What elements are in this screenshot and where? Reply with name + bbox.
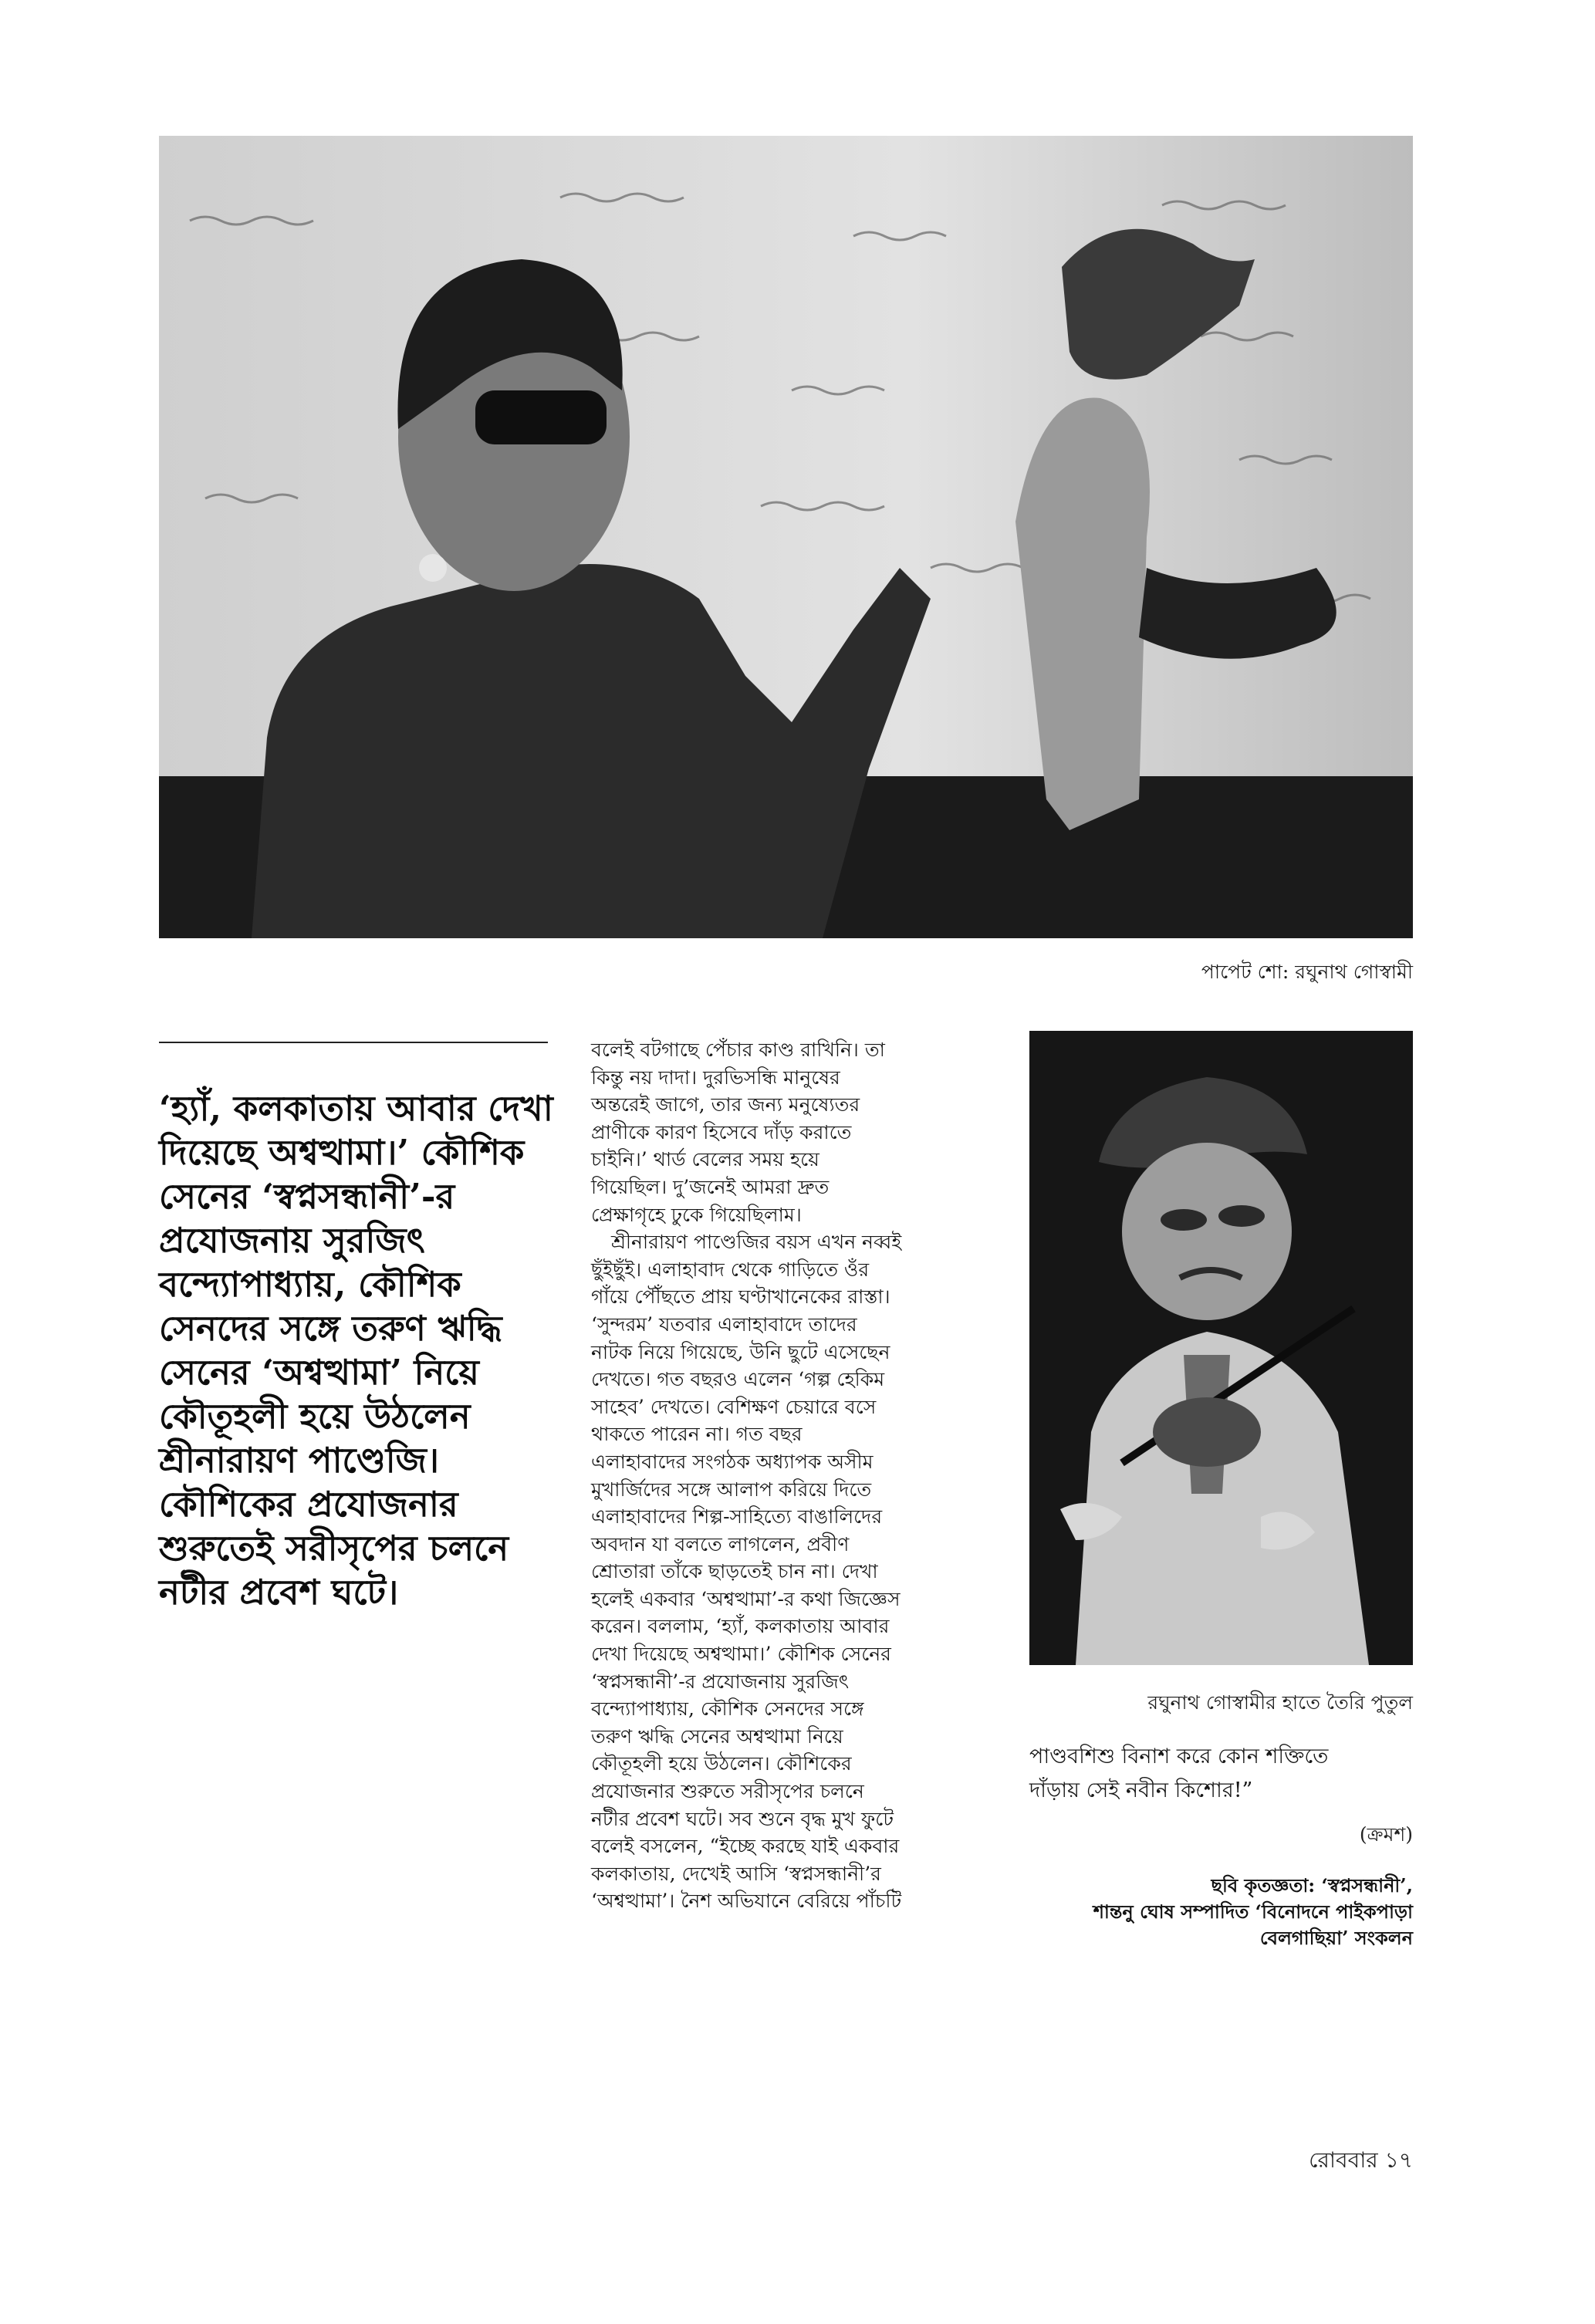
body-line: বন্দ্যোপাধ্যায়, কৌশিক সেনদের সঙ্গে xyxy=(591,1697,864,1721)
body-line: ‘স্বপ্নসন্ধানী’-র প্রযোজনায় সুরজিৎ xyxy=(591,1670,850,1693)
body-line: নটীর প্রবেশ ঘটে। সব শুনে বৃদ্ধ মুখ ফুটে xyxy=(591,1807,894,1830)
body-line: এলাহাবাদের সংগঠক অধ্যাপক অসীম xyxy=(591,1450,874,1473)
body-line: বলেই বটগাছে পেঁচার কাণ্ড রাখিনি। তা xyxy=(591,1039,885,1061)
body-line: ‘সুন্দরম’ যতবার এলাহাবাদে তাদের xyxy=(591,1312,857,1336)
pull-quote-line: কৌশিকের প্রযোজনার xyxy=(159,1484,458,1525)
body-line: গিয়েছিল। দু’জনেই আমরা দ্রুত xyxy=(591,1175,830,1198)
continuation-text xyxy=(1029,1740,1415,1808)
body-line: থাকতে পারেন না। গত বছর xyxy=(591,1423,803,1446)
pull-quote xyxy=(159,1086,560,1614)
pull-quote-line: সেনদের সঙ্গে তরুণ ঋদ্ধি xyxy=(159,1308,502,1349)
pull-quote-line: কৌতূহলী হয়ে উঠলেন xyxy=(159,1396,471,1437)
series-note: (ক্রমশ) xyxy=(1359,1823,1413,1846)
body-line: প্রযোজনার শুরুতে সরীসৃপের চলনে xyxy=(591,1780,864,1803)
continuation-line: পাণ্ডবশিশু বিনাশ করে কোন শক্তিতে xyxy=(1029,1745,1329,1768)
body-line: নাটক নিয়ে গিয়েছে, উনি ছুটে এসেছেন xyxy=(591,1340,890,1363)
puppet-figure-photo xyxy=(1029,1031,1413,1665)
body-line: ‘অশ্বত্থামা’। নৈশ অভিযানে বেরিয়ে পাঁচটি xyxy=(591,1890,902,1913)
body-line: বলেই বসলেন, “ইচ্ছে করছে যাই একবার xyxy=(591,1835,900,1858)
pull-quote-line: শ্রীনারায়ণ পাণ্ডেজি। xyxy=(159,1440,439,1481)
pull-quote-line: সেনের ‘অশ্বত্থামা’ নিয়ে xyxy=(159,1352,479,1393)
body-line: করেন। বললাম, ‘হ্যাঁ, কলকাতায় আবার xyxy=(591,1615,890,1638)
body-line: দেখা দিয়েছে অশ্বত্থামা।’ কৌশিক সেনের xyxy=(591,1643,891,1666)
body-line: প্রেক্ষাগৃহে ঢুকে গিয়েছিলাম। xyxy=(591,1203,802,1226)
pull-quote-rule xyxy=(159,1042,548,1043)
continuation-line: দাঁড়ায় সেই নবীন কিশোর!” xyxy=(1029,1778,1253,1802)
pull-quote-line: বন্দ্যোপাধ্যায়, কৌশিক xyxy=(159,1264,461,1305)
body-line: মুখার্জিদের সঙ্গে আলাপ করিয়ে দিতে xyxy=(591,1478,872,1501)
credit-line: ছবি কৃতজ্ঞতা: ‘স্বপ্নসন্ধানী’, xyxy=(1211,1874,1413,1897)
pull-quote-line: শুরুতেই সরীসৃপের চলনে xyxy=(159,1528,509,1569)
body-line: কৌতূহলী হয়ে উঠলেন। কৌশিকের xyxy=(591,1752,852,1775)
right-photo-caption: রঘুনাথ গোস্বামীর হাতে তৈরি পুতুল xyxy=(1147,1691,1413,1714)
body-line: ছুঁইছুঁই। এলাহাবাদ থেকে গাড়িতে ওঁর xyxy=(591,1258,870,1281)
right-photo xyxy=(1029,1031,1413,1665)
body-line: গাঁয়ে পৌঁছতে প্রায় ঘণ্টাখানেকের রাস্তা। xyxy=(591,1285,890,1309)
body-line: চাইনি।’ থার্ড বেলের সময় হয়ে xyxy=(591,1148,819,1171)
pull-quote-line: নটীর প্রবেশ ঘটে। xyxy=(159,1572,399,1613)
top-photo xyxy=(159,136,1413,938)
body-line: তরুণ ঋদ্ধি সেনের অশ্বত্থামা নিয়ে xyxy=(591,1724,843,1748)
body-line: কলকাতায়, দেখেই আসি ‘স্বপ্নসন্ধানী’র xyxy=(591,1862,881,1885)
body-line: এলাহাবাদের শিল্প-সাহিত্যে বাঙালিদের xyxy=(591,1505,883,1529)
body-line: শ্রীনারায়ণ পাণ্ডেজির বয়স এখন নব্বই xyxy=(611,1231,902,1254)
pull-quote-line: সেনের ‘স্বপ্নসন্ধানী’-র xyxy=(159,1176,455,1217)
credit-line: বেলগাছিয়া’ সংকলন xyxy=(1259,1927,1413,1949)
pull-quote-line: প্রযোজনায় সুরজিৎ xyxy=(159,1220,425,1261)
credit-line: শান্তনু ঘোষ সম্পাদিত ‘বিনোদনে পাইকপাড়া xyxy=(1093,1900,1413,1923)
body-line: সাহেব’ দেখতে। বেশিক্ষণ চেয়ারে বসে xyxy=(591,1395,877,1418)
body-line: কিন্তু নয় দাদা। দুরভিসন্ধি মানুষের xyxy=(591,1066,840,1089)
body-line: হলেই একবার ‘অশ্বত্থামা’-র কথা জিজ্ঞেস xyxy=(591,1587,901,1610)
article-body-column xyxy=(591,1036,1000,1915)
photo-credit xyxy=(1093,1873,1413,1951)
top-photo-caption: পাপেট শো: রঘুনাথ গোস্বামী xyxy=(1201,961,1413,983)
body-line: অবদান যা বলতে লাগলেন, প্রবীণ xyxy=(591,1532,850,1556)
puppet-show-photo xyxy=(159,136,1413,938)
body-line: দেখতে। গত বছরও এলেন ‘গল্প হেকিম xyxy=(591,1368,885,1391)
pull-quote-line: দিয়েছে অশ্বত্থামা।’ কৌশিক xyxy=(159,1132,525,1173)
body-line: অন্তরেই জাগে, তার জন্য মনুষ্যেতর xyxy=(591,1093,860,1116)
page-footer: রোববার ১৭ xyxy=(1309,2147,1413,2173)
body-line: প্রাণীকে কারণ হিসেবে দাঁড় করাতে xyxy=(591,1120,852,1143)
pull-quote-line: ‘হ্যাঁ, কলকাতায় আবার দেখা xyxy=(159,1088,553,1129)
body-line: শ্রোতারা তাঁকে ছাড়তেই চান না। দেখা xyxy=(591,1560,878,1583)
